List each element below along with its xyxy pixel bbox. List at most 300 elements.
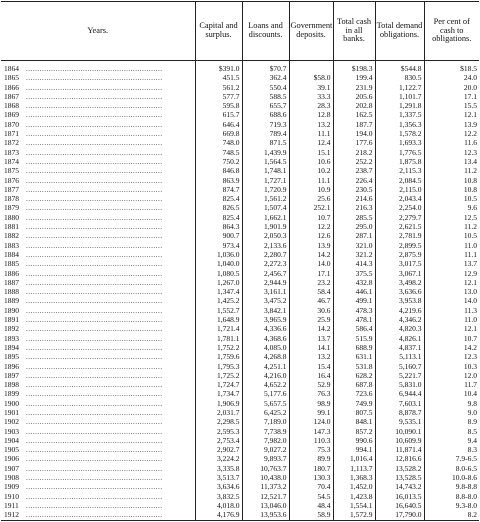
table-row xyxy=(1,296,479,305)
cell-percent-cash: 13.0 xyxy=(424,287,479,296)
cell-government-deposits: 16.4 xyxy=(289,371,333,380)
leader-dots: ............................................................ xyxy=(26,101,163,111)
cell-capital-and-surplus: 3,224.2 xyxy=(195,454,242,463)
cell-loans-and-discounts: 4,652.2 xyxy=(242,380,289,389)
cell-government-deposits: 130.3 xyxy=(289,473,333,482)
cell-year xyxy=(1,454,195,463)
table-row xyxy=(1,454,479,463)
year-label: 1881 xyxy=(4,222,19,232)
leader-dots: ............................................................ xyxy=(26,435,163,445)
table-row xyxy=(1,269,479,278)
cell-loans-and-discounts: 1,727.1 xyxy=(242,176,289,185)
cell-government-deposits: 17.1 xyxy=(289,269,333,278)
cell-total-cash: 446.1 xyxy=(333,287,375,296)
cell-percent-cash: 12.3 xyxy=(424,352,479,361)
cell-percent-cash: 11.1 xyxy=(424,250,479,259)
cell-year xyxy=(1,176,195,185)
year-label: 1912 xyxy=(4,510,19,520)
cell-capital-and-surplus: 451.5 xyxy=(195,73,242,82)
leader-dots: ............................................................ xyxy=(26,82,163,92)
cell-loans-and-discounts: 5,177.6 xyxy=(242,389,289,398)
cell-total-demand-obligations: 1,291.8 xyxy=(375,101,424,110)
cell-capital-and-surplus: 750.2 xyxy=(195,157,242,166)
year-label: 1909 xyxy=(4,482,19,492)
cell-loans-and-discounts: 4,085.0 xyxy=(242,343,289,352)
cell-total-demand-obligations: 4,219.6 xyxy=(375,306,424,315)
cell-capital-and-surplus: 1,795.3 xyxy=(195,362,242,371)
cell-year xyxy=(1,427,195,436)
leader-dots: ............................................................ xyxy=(26,110,163,120)
cell-total-cash: 857.2 xyxy=(333,427,375,436)
cell-total-cash: 375.5 xyxy=(333,269,375,278)
cell-year xyxy=(1,278,195,287)
cell-government-deposits: 10.2 xyxy=(289,166,333,175)
cell-percent-cash: 11.3 xyxy=(424,306,479,315)
year-label: 1868 xyxy=(4,101,19,111)
cell-total-demand-obligations: 2,899.5 xyxy=(375,241,424,250)
cell-loans-and-discounts: 588.5 xyxy=(242,92,289,101)
cell-capital-and-surplus: 561.2 xyxy=(195,83,242,92)
cell-total-cash: 177.6 xyxy=(333,138,375,147)
cell-loans-and-discounts: 655.7 xyxy=(242,101,289,110)
cell-total-cash: 628.2 xyxy=(333,371,375,380)
table-row xyxy=(1,92,479,101)
cell-percent-cash: 12.0 xyxy=(424,371,479,380)
cell-total-demand-obligations: 17,790.0 xyxy=(375,510,424,520)
cell-capital-and-surplus: 825.4 xyxy=(195,213,242,222)
cell-loans-and-discounts: 7,738.9 xyxy=(242,427,289,436)
leader-dots: ............................................................ xyxy=(26,380,163,390)
cell-percent-cash: 12.1 xyxy=(424,278,479,287)
cell-government-deposits: 15.1 xyxy=(289,148,333,157)
cell-percent-cash: 11.2 xyxy=(424,222,479,231)
year-label: 1880 xyxy=(4,212,19,222)
cell-loans-and-discounts: 6,425.2 xyxy=(242,408,289,417)
cell-year xyxy=(1,417,195,426)
cell-total-demand-obligations: 4,826.1 xyxy=(375,334,424,343)
cell-year xyxy=(1,92,195,101)
cell-total-cash: 162.5 xyxy=(333,110,375,119)
cell-total-cash: 990.6 xyxy=(333,436,375,445)
cell-total-demand-obligations: 10,090.1 xyxy=(375,427,424,436)
cell-total-cash: 807.5 xyxy=(333,408,375,417)
cell-capital-and-surplus: 900.7 xyxy=(195,231,242,240)
leader-dots: ............................................................ xyxy=(26,91,163,101)
leader-dots: ............................................................ xyxy=(26,407,163,417)
cell-percent-cash: 14.0 xyxy=(424,296,479,305)
cell-capital-and-surplus: 1,648.9 xyxy=(195,315,242,324)
cell-capital-and-surplus: 826.5 xyxy=(195,203,242,212)
table-row xyxy=(1,417,479,426)
table-row xyxy=(1,334,479,343)
table-row xyxy=(1,185,479,194)
cell-capital-and-surplus: 748.0 xyxy=(195,138,242,147)
cell-government-deposits: 10.9 xyxy=(289,185,333,194)
cell-capital-and-surplus: 3,513.7 xyxy=(195,473,242,482)
cell-government-deposits: 30.6 xyxy=(289,306,333,315)
cell-total-demand-obligations: 1,875.8 xyxy=(375,157,424,166)
cell-percent-cash: 24.0 xyxy=(424,73,479,82)
cell-percent-cash: 9.6 xyxy=(424,203,479,212)
leader-dots: ............................................................ xyxy=(26,473,163,483)
cell-loans-and-discounts: 10,763.7 xyxy=(242,464,289,473)
cell-percent-cash: 12.9 xyxy=(424,269,479,278)
cell-capital-and-surplus: 1,721.4 xyxy=(195,324,242,333)
leader-dots: ............................................................ xyxy=(26,212,163,222)
cell-loans-and-discounts: 3,965.9 xyxy=(242,315,289,324)
cell-loans-and-discounts: 2,272.3 xyxy=(242,259,289,268)
cell-total-demand-obligations: 1,122.7 xyxy=(375,83,424,92)
cell-total-cash: 1,016.4 xyxy=(333,454,375,463)
leader-dots: ............................................................ xyxy=(26,482,163,492)
cell-loans-and-discounts: 3,842.1 xyxy=(242,306,289,315)
table-row xyxy=(1,492,479,501)
cell-loans-and-discounts: 3,161.1 xyxy=(242,287,289,296)
year-label: 1904 xyxy=(4,435,19,445)
cell-percent-cash: 8.9 xyxy=(424,417,479,426)
year-label: 1905 xyxy=(4,445,19,455)
leader-dots: ............................................................ xyxy=(26,231,163,241)
leader-dots: ............................................................ xyxy=(26,510,163,520)
cell-capital-and-surplus: 1,724.7 xyxy=(195,380,242,389)
cell-capital-and-surplus: 1,036.0 xyxy=(195,250,242,259)
leader-dots: ............................................................ xyxy=(26,417,163,427)
cell-total-cash: 749.9 xyxy=(333,399,375,408)
cell-government-deposits: 75.3 xyxy=(289,445,333,454)
cell-capital-and-surplus: 825.4 xyxy=(195,194,242,203)
cell-total-cash: 414.3 xyxy=(333,259,375,268)
cell-total-cash: 218.2 xyxy=(333,148,375,157)
cell-loans-and-discounts: 550.4 xyxy=(242,83,289,92)
table-row xyxy=(1,203,479,212)
table-row xyxy=(1,352,479,361)
cell-percent-cash: 12.5 xyxy=(424,213,479,222)
table-row xyxy=(1,166,479,175)
cell-year xyxy=(1,501,195,510)
cell-percent-cash: 13.9 xyxy=(424,120,479,129)
cell-total-demand-obligations: 2,115.0 xyxy=(375,185,424,194)
cell-capital-and-surplus: 1,734.7 xyxy=(195,389,242,398)
cell-year xyxy=(1,194,195,203)
leader-dots: ............................................................ xyxy=(26,129,163,139)
cell-year xyxy=(1,371,195,380)
cell-capital-and-surplus: 1,552.7 xyxy=(195,306,242,315)
table-row xyxy=(1,315,479,324)
cell-percent-cash: 15.5 xyxy=(424,101,479,110)
cell-total-cash: 1,452.0 xyxy=(333,482,375,491)
cell-capital-and-surplus: 874.7 xyxy=(195,185,242,194)
leader-dots: ............................................................ xyxy=(26,138,163,148)
cell-capital-and-surplus: 1,906.9 xyxy=(195,399,242,408)
cell-total-demand-obligations: 4,820.3 xyxy=(375,324,424,333)
cell-government-deposits: 252.1 xyxy=(289,203,333,212)
leader-dots: ............................................................ xyxy=(26,352,163,362)
table-row xyxy=(1,436,479,445)
table-row xyxy=(1,445,479,454)
cell-government-deposits: 15.4 xyxy=(289,362,333,371)
table-row xyxy=(1,129,479,138)
cell-year xyxy=(1,334,195,343)
table-row xyxy=(1,73,479,82)
cell-capital-and-surplus: 1,267.0 xyxy=(195,278,242,287)
leader-dots: ............................................................ xyxy=(26,305,163,315)
leader-dots: ............................................................ xyxy=(26,445,163,455)
cell-loans-and-discounts: 4,368.6 xyxy=(242,334,289,343)
cell-capital-and-surplus: 1,781.1 xyxy=(195,334,242,343)
cell-capital-and-surplus: 1,752.2 xyxy=(195,343,242,352)
cell-capital-and-surplus: 669.8 xyxy=(195,129,242,138)
cell-government-deposits: 39.1 xyxy=(289,83,333,92)
year-label: 1896 xyxy=(4,361,19,371)
cell-loans-and-discounts: 2,280.7 xyxy=(242,250,289,259)
cell-capital-and-surplus: 2,298.5 xyxy=(195,417,242,426)
cell-loans-and-discounts: 789.4 xyxy=(242,129,289,138)
year-label: 1866 xyxy=(4,82,19,92)
cell-government-deposits: 14.2 xyxy=(289,324,333,333)
cell-total-cash: 723.6 xyxy=(333,389,375,398)
cell-total-demand-obligations: 13,528.2 xyxy=(375,464,424,473)
cell-total-cash: 216.3 xyxy=(333,203,375,212)
leader-dots: ............................................................ xyxy=(26,119,163,129)
cell-percent-cash: 14.2 xyxy=(424,343,479,352)
cell-percent-cash: 8.3 xyxy=(424,445,479,454)
cell-total-demand-obligations: 830.5 xyxy=(375,73,424,82)
header-government-deposits: Government deposits. xyxy=(289,2,333,61)
cell-percent-cash: 10.0-8.6 xyxy=(424,473,479,482)
cell-loans-and-discounts: 5,657.5 xyxy=(242,399,289,408)
leader-dots: ............................................................ xyxy=(26,64,163,73)
cell-total-cash: 205.6 xyxy=(333,92,375,101)
table-row xyxy=(1,473,479,482)
cell-year xyxy=(1,138,195,147)
cell-loans-and-discounts: 1,439.9 xyxy=(242,148,289,157)
cell-total-demand-obligations: 5,113.1 xyxy=(375,352,424,361)
cell-year xyxy=(1,399,195,408)
cell-total-cash: 994.1 xyxy=(333,445,375,454)
table-row xyxy=(1,250,479,259)
cell-total-cash: 478.3 xyxy=(333,306,375,315)
cell-year xyxy=(1,250,195,259)
year-label: 1875 xyxy=(4,166,19,176)
cell-government-deposits: $58.0 xyxy=(289,73,333,82)
year-label: 1899 xyxy=(4,389,19,399)
table-row xyxy=(1,157,479,166)
cell-percent-cash: 20.0 xyxy=(424,83,479,92)
year-label: 1871 xyxy=(4,129,19,139)
year-label: 1898 xyxy=(4,380,19,390)
header-capital-and-surplus: Capital and surplus. xyxy=(195,2,242,61)
cell-loans-and-discounts: 3,475.2 xyxy=(242,296,289,305)
cell-total-demand-obligations: 5,160.7 xyxy=(375,362,424,371)
cell-loans-and-discounts: 13,046.0 xyxy=(242,501,289,510)
table-row xyxy=(1,259,479,268)
cell-capital-and-surplus: 4,176.9 xyxy=(195,510,242,520)
table-row xyxy=(1,110,479,119)
cell-year xyxy=(1,436,195,445)
year-label: 1870 xyxy=(4,119,19,129)
cell-loans-and-discounts: 1,901.9 xyxy=(242,222,289,231)
cell-government-deposits: 28.3 xyxy=(289,101,333,110)
cell-total-demand-obligations: 1,337.5 xyxy=(375,110,424,119)
cell-percent-cash: 10.5 xyxy=(424,231,479,240)
cell-government-deposits: 10.7 xyxy=(289,213,333,222)
leader-dots: ............................................................ xyxy=(26,370,163,380)
year-label: 1872 xyxy=(4,138,19,148)
cell-capital-and-surplus: 646.4 xyxy=(195,120,242,129)
cell-capital-and-surplus: 1,759.6 xyxy=(195,352,242,361)
cell-year xyxy=(1,231,195,240)
year-label: 1867 xyxy=(4,91,19,101)
cell-total-demand-obligations: $544.8 xyxy=(375,61,424,74)
cell-total-cash: 202.8 xyxy=(333,101,375,110)
cell-government-deposits: 13.2 xyxy=(289,352,333,361)
table-row xyxy=(1,389,479,398)
leader-dots: ............................................................ xyxy=(26,296,163,306)
year-label: 1910 xyxy=(4,491,19,501)
year-label: 1897 xyxy=(4,370,19,380)
year-label: 1874 xyxy=(4,156,19,166)
cell-loans-and-discounts: 4,336.6 xyxy=(242,324,289,333)
leader-dots: ............................................................ xyxy=(26,389,163,399)
cell-total-cash: 285.5 xyxy=(333,213,375,222)
table-row xyxy=(1,176,479,185)
cell-total-cash: 295.0 xyxy=(333,222,375,231)
cell-capital-and-surplus: 1,040.0 xyxy=(195,259,242,268)
cell-total-cash: 321.0 xyxy=(333,241,375,250)
cell-total-cash: 321.2 xyxy=(333,250,375,259)
cell-year xyxy=(1,492,195,501)
cell-total-demand-obligations: 16,013.5 xyxy=(375,492,424,501)
cell-loans-and-discounts: 362.4 xyxy=(242,73,289,82)
cell-capital-and-surplus: 3,832.5 xyxy=(195,492,242,501)
cell-capital-and-surplus: 3,335.8 xyxy=(195,464,242,473)
table-row xyxy=(1,138,479,147)
cell-capital-and-surplus: 2,753.4 xyxy=(195,436,242,445)
cell-capital-and-surplus: 973.4 xyxy=(195,241,242,250)
cell-total-cash: 848.1 xyxy=(333,417,375,426)
cell-government-deposits: 12.2 xyxy=(289,222,333,231)
cell-percent-cash: 10.7 xyxy=(424,334,479,343)
cell-capital-and-surplus: 846.8 xyxy=(195,166,242,175)
cell-total-demand-obligations: 1,776.5 xyxy=(375,148,424,157)
leader-dots: ............................................................ xyxy=(26,194,163,204)
cell-loans-and-discounts: 10,438.0 xyxy=(242,473,289,482)
cell-year xyxy=(1,482,195,491)
cell-percent-cash: 11.6 xyxy=(424,138,479,147)
cell-capital-and-surplus: 2,031.7 xyxy=(195,408,242,417)
cell-year xyxy=(1,306,195,315)
cell-year xyxy=(1,389,195,398)
cell-loans-and-discounts: 11,373.2 xyxy=(242,482,289,491)
year-label: 1895 xyxy=(4,352,19,362)
leader-dots: ............................................................ xyxy=(26,361,163,371)
cell-percent-cash: 9.8-8.8 xyxy=(424,482,479,491)
cell-year xyxy=(1,510,195,520)
leader-dots: ............................................................ xyxy=(26,268,163,278)
year-label: 1894 xyxy=(4,342,19,352)
cell-percent-cash: 8.0-6.5 xyxy=(424,464,479,473)
cell-year xyxy=(1,362,195,371)
cell-government-deposits: 99.1 xyxy=(289,408,333,417)
cell-year xyxy=(1,222,195,231)
cell-loans-and-discounts: 12,521.7 xyxy=(242,492,289,501)
leader-dots: ............................................................ xyxy=(26,222,163,232)
cell-percent-cash: 10.5 xyxy=(424,194,479,203)
cell-total-demand-obligations: 1,356.3 xyxy=(375,120,424,129)
leader-dots: ............................................................ xyxy=(26,73,163,83)
cell-government-deposits: 23.2 xyxy=(289,278,333,287)
cell-capital-and-surplus: 748.5 xyxy=(195,148,242,157)
cell-year xyxy=(1,213,195,222)
cell-loans-and-discounts: 2,944.9 xyxy=(242,278,289,287)
year-label: 1906 xyxy=(4,454,19,464)
year-label: 1878 xyxy=(4,194,19,204)
cell-total-cash: 194.0 xyxy=(333,129,375,138)
table-row xyxy=(1,501,479,510)
year-label: 1890 xyxy=(4,305,19,315)
leader-dots: ............................................................ xyxy=(26,426,163,436)
cell-total-demand-obligations: 2,115.3 xyxy=(375,166,424,175)
cell-total-cash: 1,554.1 xyxy=(333,501,375,510)
table-row xyxy=(1,362,479,371)
cell-year xyxy=(1,185,195,194)
cell-total-demand-obligations: 4,346.2 xyxy=(375,315,424,324)
cell-loans-and-discounts: 688.6 xyxy=(242,110,289,119)
cell-total-demand-obligations: 6,944.4 xyxy=(375,389,424,398)
cell-capital-and-surplus: 577.7 xyxy=(195,92,242,101)
table-row xyxy=(1,241,479,250)
cell-government-deposits: 10.6 xyxy=(289,157,333,166)
year-label: 1887 xyxy=(4,277,19,287)
table-row xyxy=(1,464,479,473)
cell-government-deposits: 76.3 xyxy=(289,389,333,398)
cell-total-cash: 238.7 xyxy=(333,166,375,175)
cell-capital-and-surplus: 3,634.6 xyxy=(195,482,242,491)
cell-total-cash: 199.4 xyxy=(333,73,375,82)
cell-total-demand-obligations: 2,254.0 xyxy=(375,203,424,212)
cell-year xyxy=(1,464,195,473)
year-label: 1864 xyxy=(4,64,19,73)
cell-total-demand-obligations: 11,871.4 xyxy=(375,445,424,454)
year-label: 1873 xyxy=(4,147,19,157)
cell-government-deposits: 147.3 xyxy=(289,427,333,436)
cell-capital-and-surplus: 615.7 xyxy=(195,110,242,119)
cell-percent-cash: 10.4 xyxy=(424,389,479,398)
year-label: 1908 xyxy=(4,473,19,483)
table-row xyxy=(1,371,479,380)
cell-year xyxy=(1,110,195,119)
year-label: 1901 xyxy=(4,407,19,417)
cell-percent-cash: 8.8-8.0 xyxy=(424,492,479,501)
cell-government-deposits: 48.4 xyxy=(289,501,333,510)
table-row xyxy=(1,61,479,74)
leader-dots: ............................................................ xyxy=(26,491,163,501)
cell-total-cash: 1,423.8 xyxy=(333,492,375,501)
year-label: 1876 xyxy=(4,175,19,185)
cell-loans-and-discounts: 1,662.1 xyxy=(242,213,289,222)
leader-dots: ............................................................ xyxy=(26,156,163,166)
header-total-demand-obligations: Total demand obligations. xyxy=(375,2,424,61)
cell-percent-cash: 10.8 xyxy=(424,185,479,194)
table-row xyxy=(1,194,479,203)
cell-total-cash: 230.5 xyxy=(333,185,375,194)
cell-government-deposits: 33.3 xyxy=(289,92,333,101)
leader-dots: ............................................................ xyxy=(26,333,163,343)
cell-year xyxy=(1,259,195,268)
year-label: 1886 xyxy=(4,268,19,278)
cell-total-cash: 287.1 xyxy=(333,231,375,240)
cell-total-demand-obligations: 3,636.6 xyxy=(375,287,424,296)
